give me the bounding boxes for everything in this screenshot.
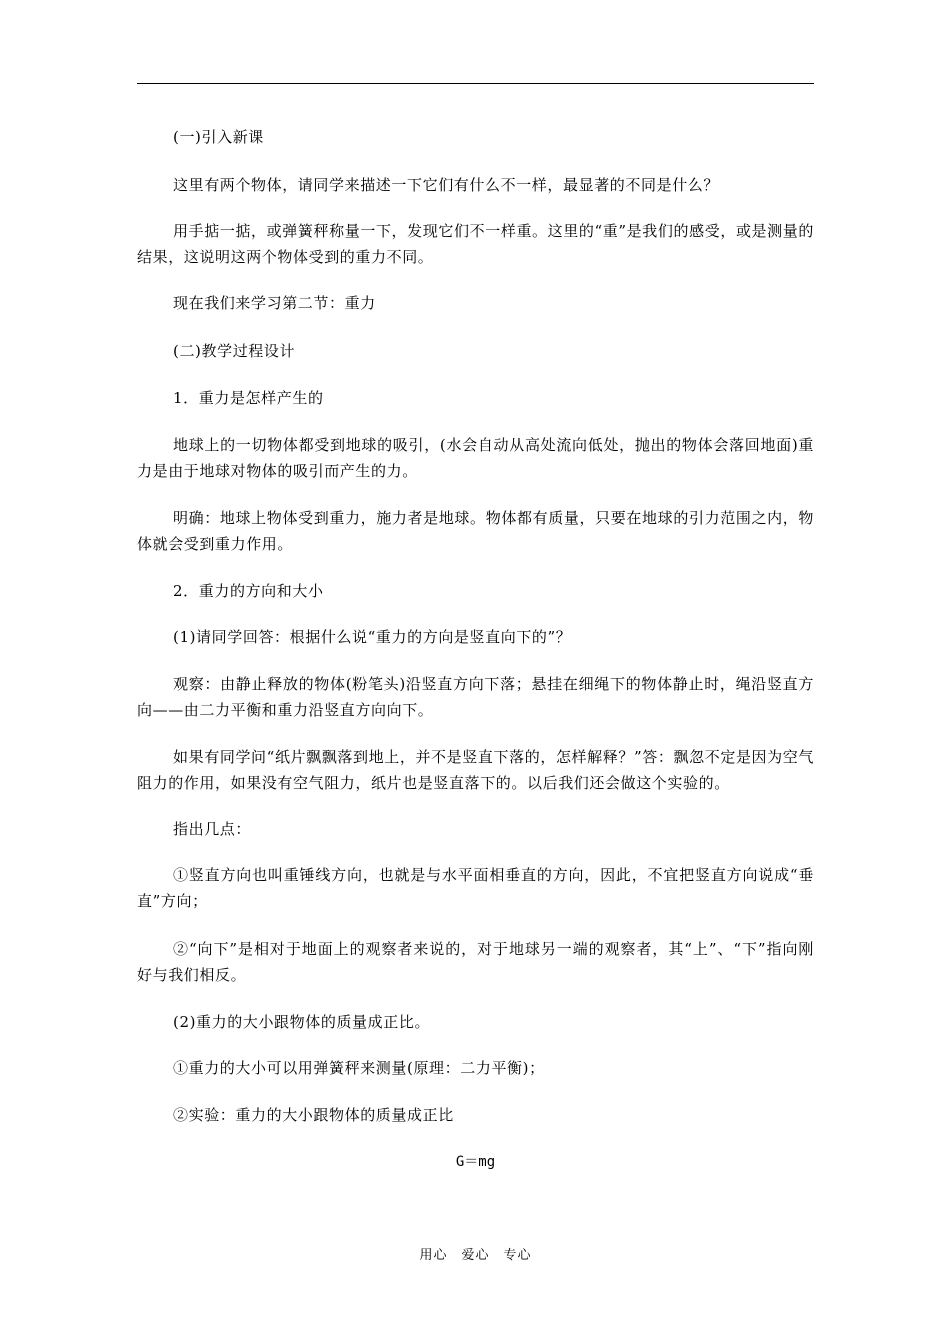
header-rule bbox=[137, 83, 814, 84]
paragraph: 明确：地球上物体受到重力，施力者是地球。物体都有质量，只要在地球的引力范围之内，物体就会受到重力作用。 bbox=[137, 509, 814, 553]
paragraph: ①重力的大小可以用弹簧秤来测量(原理：二力平衡)； bbox=[173, 1059, 545, 1077]
paragraph: 这里有两个物体，请同学来描述一下它们有什么不一样，最显著的不同是什么？ bbox=[173, 176, 720, 194]
subsection-heading: 2．重力的方向和大小 bbox=[173, 582, 324, 600]
paragraph: 观察：由静止释放的物体(粉笔头)沿竖直方向下落；悬挂在细绳下的物体静止时，绳沿竖直方向——由二力平衡和重力沿竖直方向向下。 bbox=[137, 675, 814, 719]
page-footer: 用心 爱心 专心 bbox=[419, 1248, 532, 1263]
paragraph: (一)引入新课 bbox=[173, 128, 264, 146]
paragraph: 地球上的一切物体都受到地球的吸引，(水会自动从高处流向低处，抛出的物体会落回地面)重力是由于地球对物体的吸引而产生的力。 bbox=[137, 436, 814, 480]
paragraph: 指出几点： bbox=[173, 820, 252, 838]
paragraph: (1)请同学回答：根据什么说“重力的方向是竖直向下的”？ bbox=[173, 628, 572, 646]
paragraph: ②“向下”是相对于地面上的观察者来说的，对于地球另一端的观察者，其“上”、“下”指向刚好与我们相反。 bbox=[137, 940, 814, 984]
formula: G＝mg bbox=[455, 1154, 496, 1170]
paragraph: ①竖直方向也叫重锤线方向，也就是与水平面相垂直的方向，因此，不宜把竖直方向说成“垂直”方向； bbox=[137, 866, 814, 910]
paragraph: 现在我们来学习第二节：重力 bbox=[173, 294, 376, 312]
paragraph: ②实验：重力的大小跟物体的质量成正比 bbox=[173, 1106, 454, 1124]
paragraph: 如果有同学问“纸片飘飘落到地上，并不是竖直下落的，怎样解释？”答：飘忽不定是因为空气阻力的作用，如果没有空气阻力，纸片也是竖直落下的。以后我们还会做这个实验的。 bbox=[137, 748, 814, 792]
section-heading: (二)教学过程设计 bbox=[173, 342, 296, 360]
subsection-heading: 1．重力是怎样产生的 bbox=[173, 389, 324, 407]
paragraph: 用手掂一掂，或弹簧秤称量一下，发现它们不一样重。这里的“重”是我们的感受，或是测量的结果，这说明这两个物体受到的重力不同。 bbox=[137, 222, 814, 266]
paragraph: (2)重力的大小跟物体的质量成正比。 bbox=[173, 1013, 431, 1031]
